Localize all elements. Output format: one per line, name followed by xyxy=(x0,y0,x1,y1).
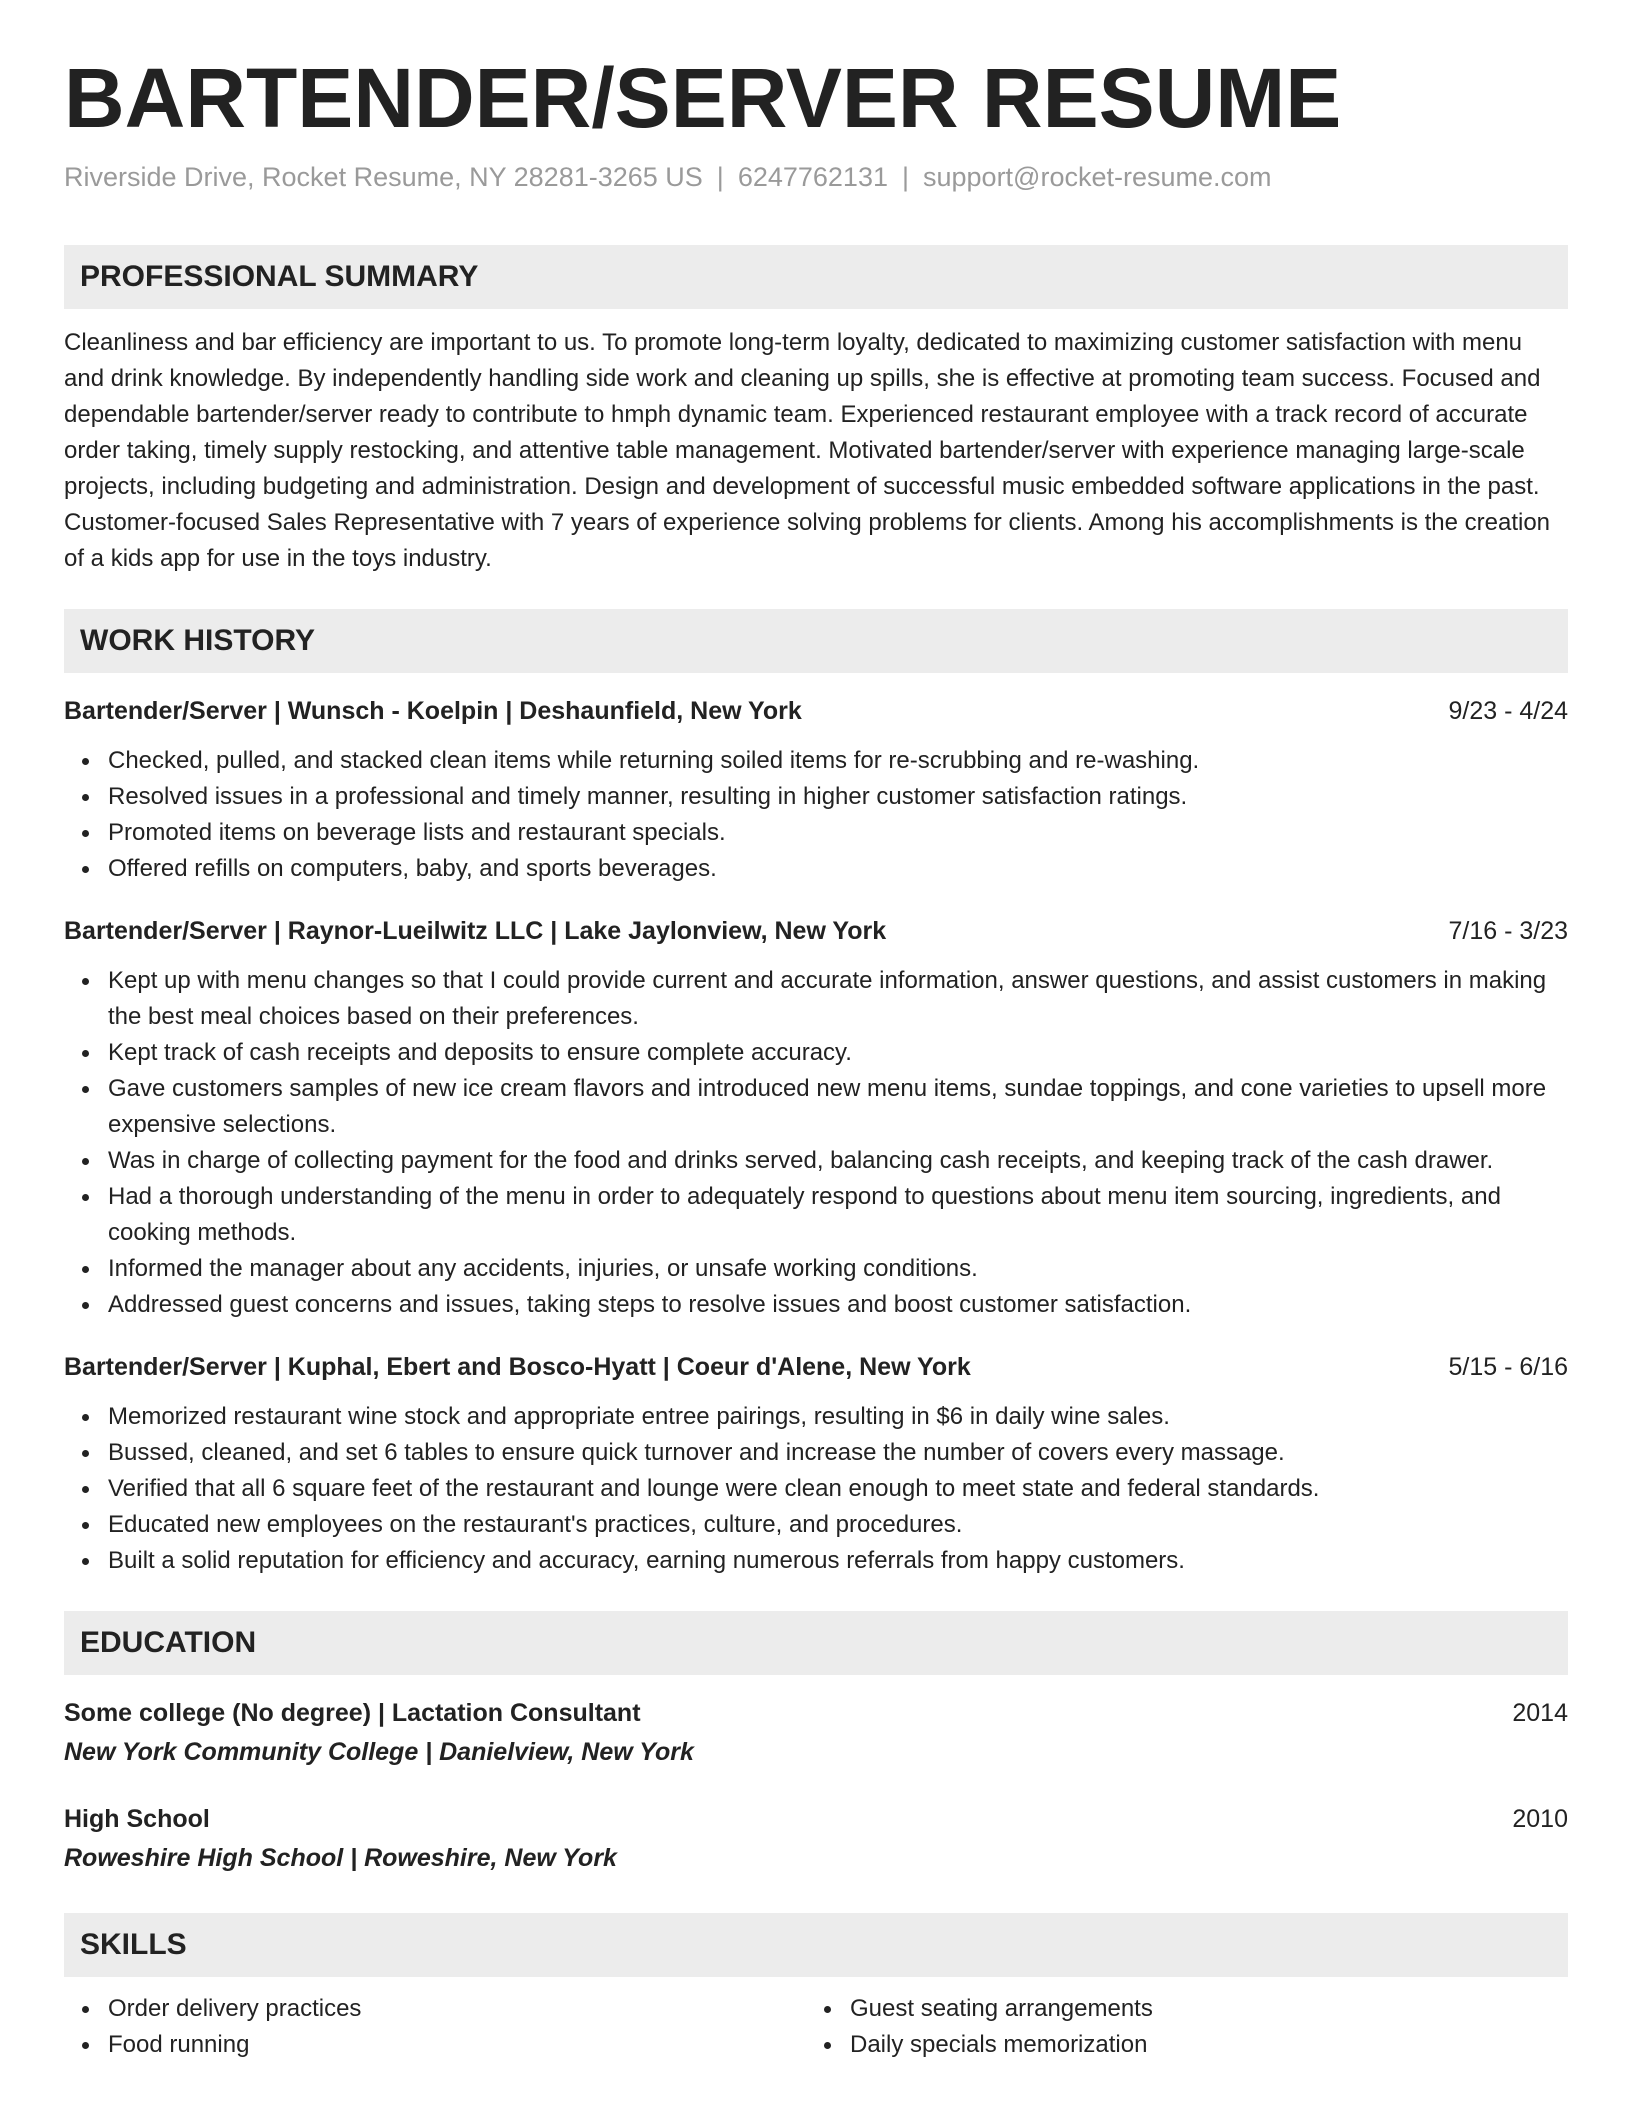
job-dates: 7/16 - 3/23 xyxy=(1448,917,1568,946)
contact-phone: 6247762131 xyxy=(737,162,888,193)
education-school: Roweshire High School | Roweshire, New York xyxy=(64,1844,617,1873)
education-degree: High School xyxy=(64,1805,210,1834)
list-item: Offered refills on computers, baby, and sports beverages. xyxy=(108,851,1568,887)
job-title: Bartender/Server | Raynor-Lueilwitz LLC | Lake Jaylonview, New York xyxy=(64,917,887,946)
summary-text: Cleanliness and bar efficiency are important to us. To promote long-term loyalty, dedicated to maximizing customer satisfaction with menu and drink knowledge. By independently handling side work and cleaning up spills, she is effective at promoting team success. Focused and dependable bartender/server ready to contribute to hmph dynamic team. Experienced restaurant employee with a track record of accurate order taking, timely supply restocking, and attentive table management. Motivated bartender/server with experience managing large-scale projects, including budgeting and administration. Design and development of successful music embedded software applications in the past. Customer-focused Sales Representative with 7 years of experience solving problems for clients. Among his accomplishments is the creation of a kids app for use in the toys industry. xyxy=(64,329,1551,573)
section-heading-education: EDUCATION xyxy=(64,1611,1568,1675)
list-item: Kept track of cash receipts and deposits to ensure complete accuracy. xyxy=(108,1035,1568,1071)
job-bullets xyxy=(64,963,1568,1323)
list-item: Food running xyxy=(108,2027,806,2063)
list-item: Kept up with menu changes so that I could provide current and accurate information, answer questions, and assist customers in making the best meal choices based on their preferences. xyxy=(108,963,1568,1035)
list-item: Addressed guest concerns and issues, taking steps to resolve issues and boost customer satisfaction. xyxy=(108,1287,1568,1323)
education-entry xyxy=(64,1695,1568,1771)
job-title: Bartender/Server | Wunsch - Koelpin | Deshaunfield, New York xyxy=(64,697,802,726)
section-heading-skills: SKILLS xyxy=(64,1913,1568,1977)
list-item: Built a solid reputation for efficiency and accuracy, earning numerous referrals from happy customers. xyxy=(108,1543,1568,1579)
skills-grid xyxy=(64,1991,1568,2063)
job-dates: 9/23 - 4/24 xyxy=(1448,697,1568,726)
job-header xyxy=(64,1349,1568,1385)
job-title: Bartender/Server | Kuphal, Ebert and Bosco-Hyatt | Coeur d'Alene, New York xyxy=(64,1353,971,1382)
section-heading-summary: PROFESSIONAL SUMMARY xyxy=(64,245,1568,309)
skills-column-right xyxy=(806,1991,1568,2063)
job-entry xyxy=(64,913,1568,1323)
education-header xyxy=(64,1801,1568,1837)
list-item: Informed the manager about any accidents, injuries, or unsafe working conditions. xyxy=(108,1251,1568,1287)
contact-separator: | xyxy=(716,162,724,193)
job-header xyxy=(64,913,1568,949)
education-year: 2014 xyxy=(1512,1699,1568,1728)
job-entry xyxy=(64,1349,1568,1579)
skills-column-left xyxy=(64,1991,806,2063)
education-entry xyxy=(64,1801,1568,1877)
contact-address: Riverside Drive, Rocket Resume, NY 28281-3265 US xyxy=(64,162,703,193)
list-item: Bussed, cleaned, and set 6 tables to ensure quick turnover and increase the number of covers every massage. xyxy=(108,1435,1568,1471)
job-header xyxy=(64,693,1568,729)
list-item: Had a thorough understanding of the menu in order to adequately respond to questions about menu item sourcing, ingredients, and cooking methods. xyxy=(108,1179,1568,1251)
section-heading-work: WORK HISTORY xyxy=(64,609,1568,673)
contact-line xyxy=(64,160,1568,195)
contact-email: support@rocket-resume.com xyxy=(923,162,1272,193)
list-item: Gave customers samples of new ice cream flavors and introduced new menu items, sundae toppings, and cone varieties to upsell more expensive selections. xyxy=(108,1071,1568,1143)
job-entry xyxy=(64,693,1568,887)
list-item: Daily specials memorization xyxy=(850,2027,1568,2063)
list-item: Checked, pulled, and stacked clean items while returning soiled items for re-scrubbing and re-washing. xyxy=(108,743,1568,779)
list-item: Verified that all 6 square feet of the restaurant and lounge were clean enough to meet state and federal standards. xyxy=(108,1471,1568,1507)
education-degree: Some college (No degree) | Lactation Consultant xyxy=(64,1699,641,1728)
list-item: Was in charge of collecting payment for the food and drinks served, balancing cash receipts, and keeping track of the cash drawer. xyxy=(108,1143,1568,1179)
list-item: Promoted items on beverage lists and restaurant specials. xyxy=(108,815,1568,851)
list-item: Guest seating arrangements xyxy=(850,1991,1568,2027)
job-bullets xyxy=(64,1399,1568,1579)
job-bullets xyxy=(64,743,1568,887)
list-item: Order delivery practices xyxy=(108,1991,806,2027)
education-year: 2010 xyxy=(1512,1805,1568,1834)
contact-separator: | xyxy=(901,162,909,193)
list-item: Resolved issues in a professional and timely manner, resulting in higher customer satisfaction ratings. xyxy=(108,779,1568,815)
list-item: Memorized restaurant wine stock and appropriate entree pairings, resulting in $6 in daily wine sales. xyxy=(108,1399,1568,1435)
job-dates: 5/15 - 6/16 xyxy=(1448,1353,1568,1382)
education-header xyxy=(64,1695,1568,1731)
resume-title: BARTENDER/SERVER RESUME xyxy=(64,51,1342,145)
education-school: New York Community College | Danielview, New York xyxy=(64,1738,694,1767)
list-item: Educated new employees on the restaurant's practices, culture, and procedures. xyxy=(108,1507,1568,1543)
